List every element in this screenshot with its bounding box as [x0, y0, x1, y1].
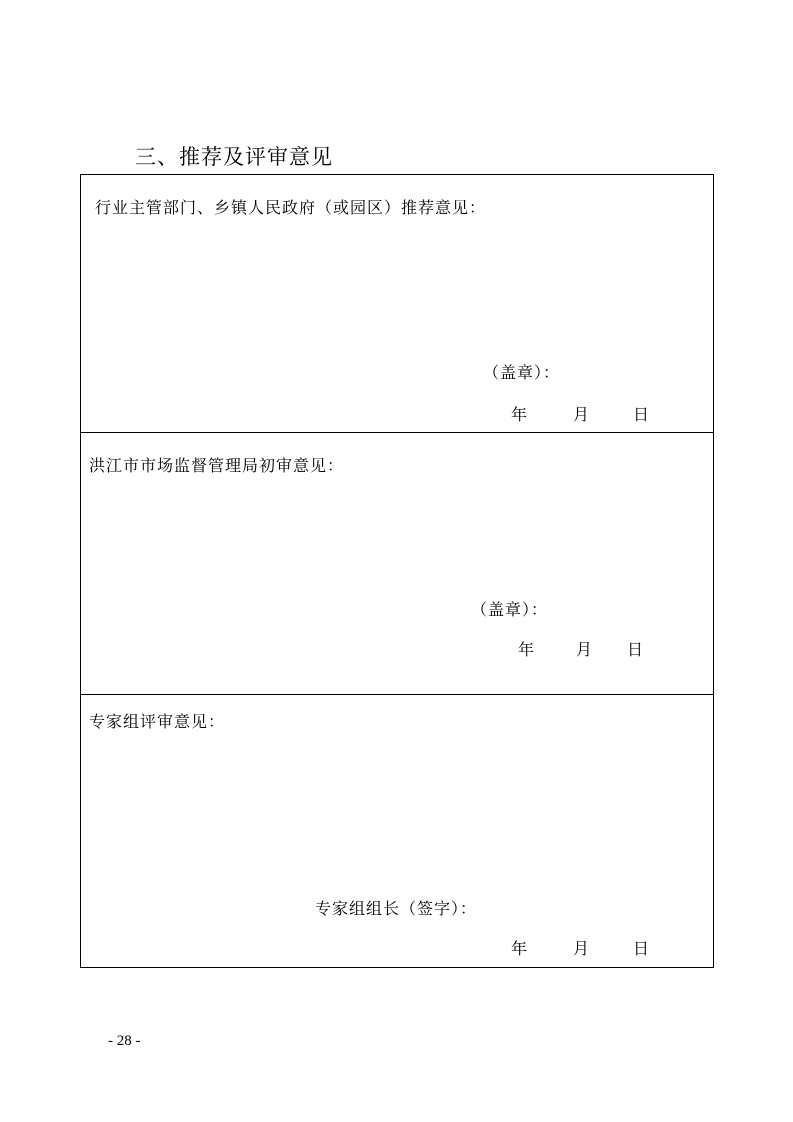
preliminary-review-section [81, 433, 713, 695]
section-heading: 三、推荐及评审意见 [135, 145, 333, 169]
page-number: - 28 - [108, 1033, 141, 1049]
expert-review-section [81, 695, 713, 967]
month-label: 月 [573, 405, 590, 424]
day-label: 日 [633, 405, 650, 424]
preliminary-review-seal-label: （盖章）： [471, 600, 549, 619]
recommendation-label: 行业主管部门、乡镇人民政府（或园区）推荐意见： [95, 198, 487, 217]
month-label: 月 [576, 640, 593, 659]
day-label: 日 [633, 939, 650, 958]
day-label: 日 [627, 640, 644, 659]
year-label: 年 [511, 405, 528, 424]
preliminary-review-label: 洪江市市场监督管理局初审意见： [89, 456, 345, 475]
review-opinion-table [80, 174, 714, 968]
expert-review-label: 专家组评审意见： [89, 712, 226, 731]
recommendation-seal-label: （盖章）： [483, 363, 561, 382]
recommendation-section [81, 175, 713, 433]
expert-signature-label: 专家组组长（签字）： [315, 899, 478, 918]
month-label: 月 [573, 939, 590, 958]
year-label: 年 [518, 640, 535, 659]
year-label: 年 [511, 939, 528, 958]
